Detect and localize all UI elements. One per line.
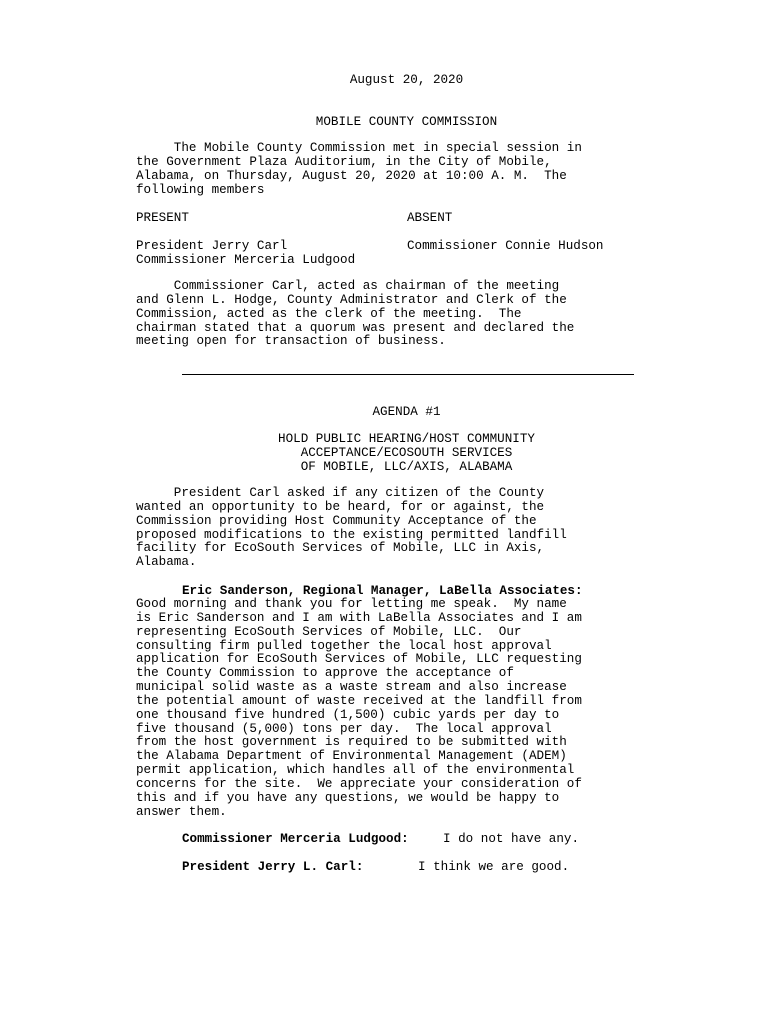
agenda-label: AGENDA #1: [372, 405, 441, 419]
intro-paragraph: The Mobile County Commission met in special session in the Government Plaza Auditorium, in the City of Mobile, Alabama, on Thursday, August 20, 2020 at 10:00 A. M. The following members: [136, 141, 582, 197]
present-header: PRESENT: [136, 211, 189, 225]
absent-header: ABSENT: [407, 211, 453, 225]
agenda-opening-paragraph: President Carl asked if any citizen of the County wanted an opportunity to be heard, for or against, the Commission providing Host Community Acceptance of the proposed modifications to the existing permitted landfill facility for EcoSouth Services of Mobile, LLC in Axis, Alabama.: [136, 486, 567, 570]
agenda-title-line: OF MOBILE, LLC/AXIS, ALABAMA: [300, 460, 513, 474]
absent-member: Commissioner Connie Hudson: [407, 239, 604, 253]
present-member: Commissioner Merceria Ludgood: [136, 253, 356, 267]
speaker-statement: I think we are good.: [418, 860, 570, 874]
organization-title: MOBILE COUNTY COMMISSION: [315, 115, 498, 129]
section-divider: [182, 374, 634, 375]
speaker-statement: Good morning and thank you for letting me speak. My name is Eric Sanderson and I am with LaBella Associates and I am representing EcoSouth Services of Mobile, LLC. Our consulting firm pulled together the local host approval application for EcoSouth Services of Mobile, LLC requesting the County Commission to approve the acceptance of municipal solid waste as a waste stream and also increase the potential amount of waste received at the landfill from one thousand five hundred (1,500) cubic yards per day to five thousand (5,000) tons per day. The local approval from the host government is required to be submitted with the Alabama Department of Environmental Management (ADEM) permit application, which handles all of the environmental concerns for the site. We appreciate your consideration of this and if you have any questions, we would be happy to answer them.: [136, 597, 582, 819]
chair-paragraph: Commissioner Carl, acted as chairman of the meeting and Glenn L. Hodge, County Administrator and Clerk of the Commission, acted as the clerk of the meeting. The chairman stated that a quorum was present and declared the meeting open for transaction of business.: [136, 279, 575, 349]
present-member: President Jerry Carl: [136, 239, 288, 253]
agenda-title-line: ACCEPTANCE/ECOSOUTH SERVICES: [300, 446, 513, 460]
speaker-name: Eric Sanderson, Regional Manager, LaBella Associates:: [182, 584, 583, 598]
agenda-title-line: HOLD PUBLIC HEARING/HOST COMMUNITY: [278, 432, 535, 446]
speaker-statement: I do not have any.: [443, 832, 580, 846]
speaker-name: President Jerry L. Carl:: [182, 860, 364, 874]
speaker-name: Commissioner Merceria Ludgood:: [182, 832, 409, 846]
meeting-date: August 20, 2020: [349, 73, 464, 87]
